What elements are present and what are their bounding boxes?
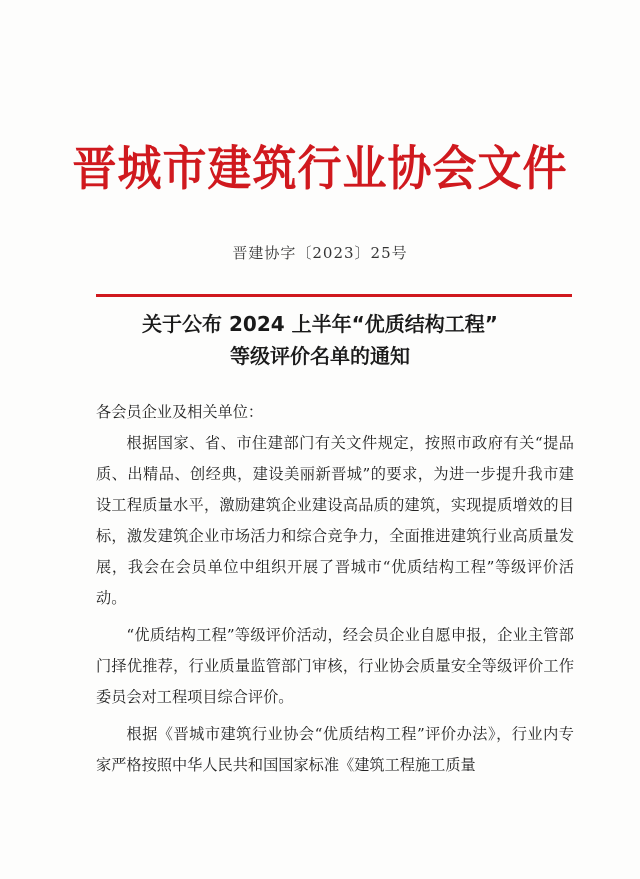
notice-title — [0, 308, 640, 372]
notice-title-line-1: 关于公布 2024 上半年“优质结构工程” — [142, 312, 498, 336]
body-paragraph-2: “优质结构工程”等级评价活动，经会员企业自愿申报，企业主管部门择优推荐，行业质量监管部门审核，行业协会质量安全等级评价工作委员会对工程项目综合评价。 — [96, 626, 574, 706]
organization-masthead: 晋城市建筑行业协会文件 — [72, 141, 568, 197]
red-divider-line — [96, 294, 572, 297]
body-paragraph-1: 根据国家、省、市住建部门有关文件规定，按照市政府有关“提品质、出精品、创经典，建设美丽新晋城”的要求，为进一步提升我市建设工程质量水平，激励建筑企业建设高品质的建筑，实现提质增效的目标，激发建筑企业市场活力和综合竞争力，全面推进建筑行业高质量发展，我会在会员单位中组织开展了晋城市“优质结构工程”等级评价活动。 — [96, 434, 574, 607]
notice-title-line-2: 等级评价名单的通知 — [230, 344, 410, 368]
body-paragraph-3: 根据《晋城市建筑行业协会“优质结构工程”评价办法》，行业内专家严格按照中华人民共和国国家标准《建筑工程施工质量 — [96, 725, 574, 774]
notice-body — [96, 397, 574, 781]
salutation: 各会员企业及相关单位： — [96, 403, 264, 421]
document-number: 晋建协字〔2023〕25号 — [232, 244, 408, 262]
